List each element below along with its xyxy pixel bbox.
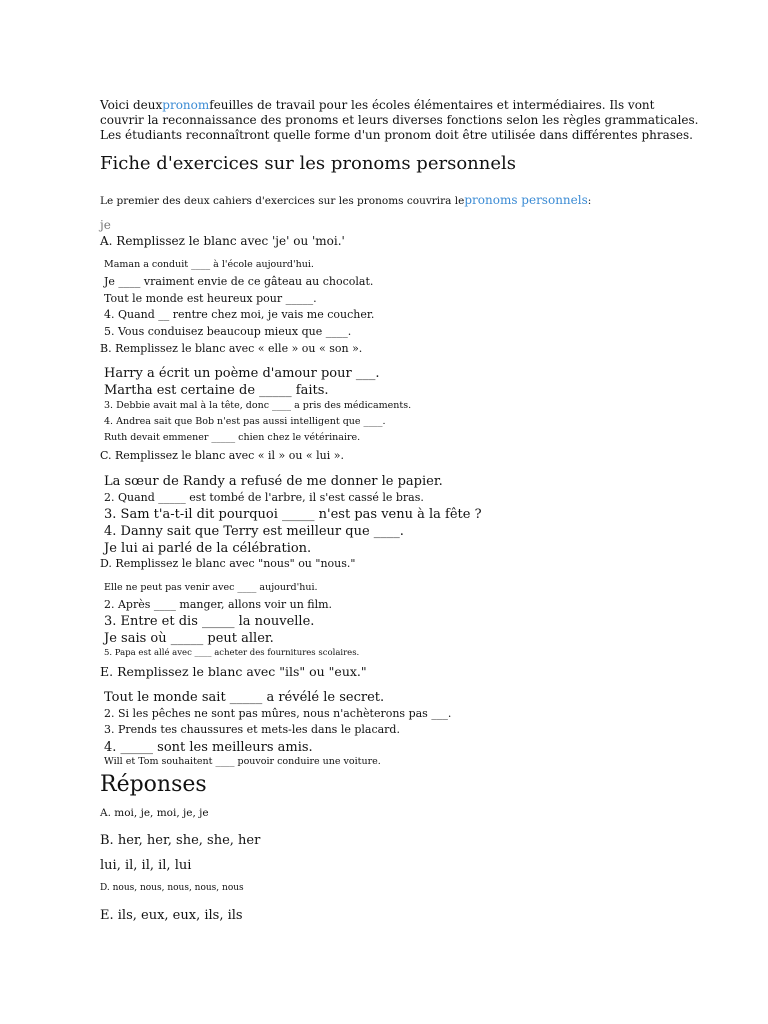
exercise-item: 4. Danny sait que Terry est meilleur que ____. xyxy=(104,524,404,539)
exercise-item: Tout le monde sait _____ a révélé le secret. xyxy=(104,690,385,705)
exercise-item: Will et Tom souhaitent ____ pouvoir conduire une voiture. xyxy=(104,756,381,767)
intro-line-2: couvrir la reconnaissance des pronoms et leurs diverses fonctions selon les règles grammaticales. xyxy=(100,113,699,127)
exercise-item: La sœur de Randy a refusé de me donner le papier. xyxy=(104,474,443,489)
exercise-item: 3. Sam t'a-t-il dit pourquoi _____ n'est pas venu à la fête ? xyxy=(104,507,482,522)
exercise-item: 2. Après ____ manger, allons voir un film. xyxy=(104,598,333,611)
exercise-item: Je lui ai parlé de la célébration. xyxy=(104,541,312,556)
exercise-item: Ruth devait emmener _____ chien chez le vétérinaire. xyxy=(104,432,361,443)
exercise-item: 4. Andrea sait que Bob n'est pas aussi intelligent que ____. xyxy=(104,416,386,427)
section-c-title: C. Remplissez le blanc avec « il » ou « lui ». xyxy=(100,449,344,462)
intro-text-end: feuilles de travail pour les écoles élémentaires et intermédiaires. Ils vont xyxy=(209,98,655,112)
lead-text: Le premier des deux cahiers d'exercices sur les pronoms couvrira le xyxy=(100,195,465,207)
exercise-item: 5. Papa est allé avec ____ acheter des fournitures scolaires. xyxy=(104,648,360,658)
exercise-item: 3. Prends tes chaussures et mets-les dans le placard. xyxy=(104,723,400,736)
answer-line: lui, il, il, il, lui xyxy=(100,858,192,873)
section-e-title: E. Remplissez le blanc avec "ils" ou "eux." xyxy=(100,664,367,679)
answer-line: A. moi, je, moi, je, je xyxy=(100,807,209,819)
exercise-item: Martha est certaine de _____ faits. xyxy=(104,383,329,398)
je-label: je xyxy=(100,218,111,232)
intro-text-start: Voici deux xyxy=(100,98,163,112)
exercise-item: 3. Debbie avait mal à la tête, donc ____ a pris des médicaments. xyxy=(104,400,412,411)
exercise-item: Harry a écrit un poème d'amour pour ___. xyxy=(104,366,380,381)
exercise-item: 2. Quand _____ est tombé de l'arbre, il s'est cassé le bras. xyxy=(104,491,424,504)
exercise-item: Je ____ vraiment envie de ce gâteau au chocolat. xyxy=(104,275,374,288)
pronom-link[interactable]: pronom xyxy=(162,98,210,112)
exercise-item: 3. Entre et dis _____ la nouvelle. xyxy=(104,614,315,629)
exercise-item: Je sais où _____ peut aller. xyxy=(104,631,274,646)
exercise-item: Tout le monde est heureux pour _____. xyxy=(104,292,317,305)
section-b-title: B. Remplissez le blanc avec « elle » ou « son ». xyxy=(100,342,363,355)
exercise-item: 4. _____ sont les meilleurs amis. xyxy=(104,740,313,755)
answers-heading: Réponses xyxy=(100,772,207,797)
section-a-title: A. Remplissez le blanc avec 'je' ou 'moi.' xyxy=(100,234,345,248)
pronoms-personnels-link[interactable]: pronoms personnels xyxy=(464,193,588,207)
exercise-item: 5. Vous conduisez beaucoup mieux que ____. xyxy=(104,325,352,338)
intro-line-3: Les étudiants reconnaîtront quelle forme d'un pronom doit être utilisée dans différentes phrases. xyxy=(100,128,693,142)
lead-sentence xyxy=(100,193,591,207)
answer-line: E. ils, eux, eux, ils, ils xyxy=(100,908,243,923)
exercise-item: 2. Si les pêches ne sont pas mûres, nous n'achèterons pas ___. xyxy=(104,707,452,720)
exercise-item: Maman a conduit ____ à l'école aujourd'hui. xyxy=(104,259,314,270)
answer-line: D. nous, nous, nous, nous, nous xyxy=(100,883,244,893)
exercise-item: Elle ne peut pas venir avec ____ aujourd'hui. xyxy=(104,582,318,593)
answer-line: B. her, her, she, she, her xyxy=(100,833,261,848)
exercise-item: 4. Quand __ rentre chez moi, je vais me coucher. xyxy=(104,308,375,321)
section-d-title: D. Remplissez le blanc avec "nous" ou "nous." xyxy=(100,557,356,570)
worksheet-heading: Fiche d'exercices sur les pronoms personnels xyxy=(100,153,516,174)
lead-tail: : xyxy=(587,195,592,207)
